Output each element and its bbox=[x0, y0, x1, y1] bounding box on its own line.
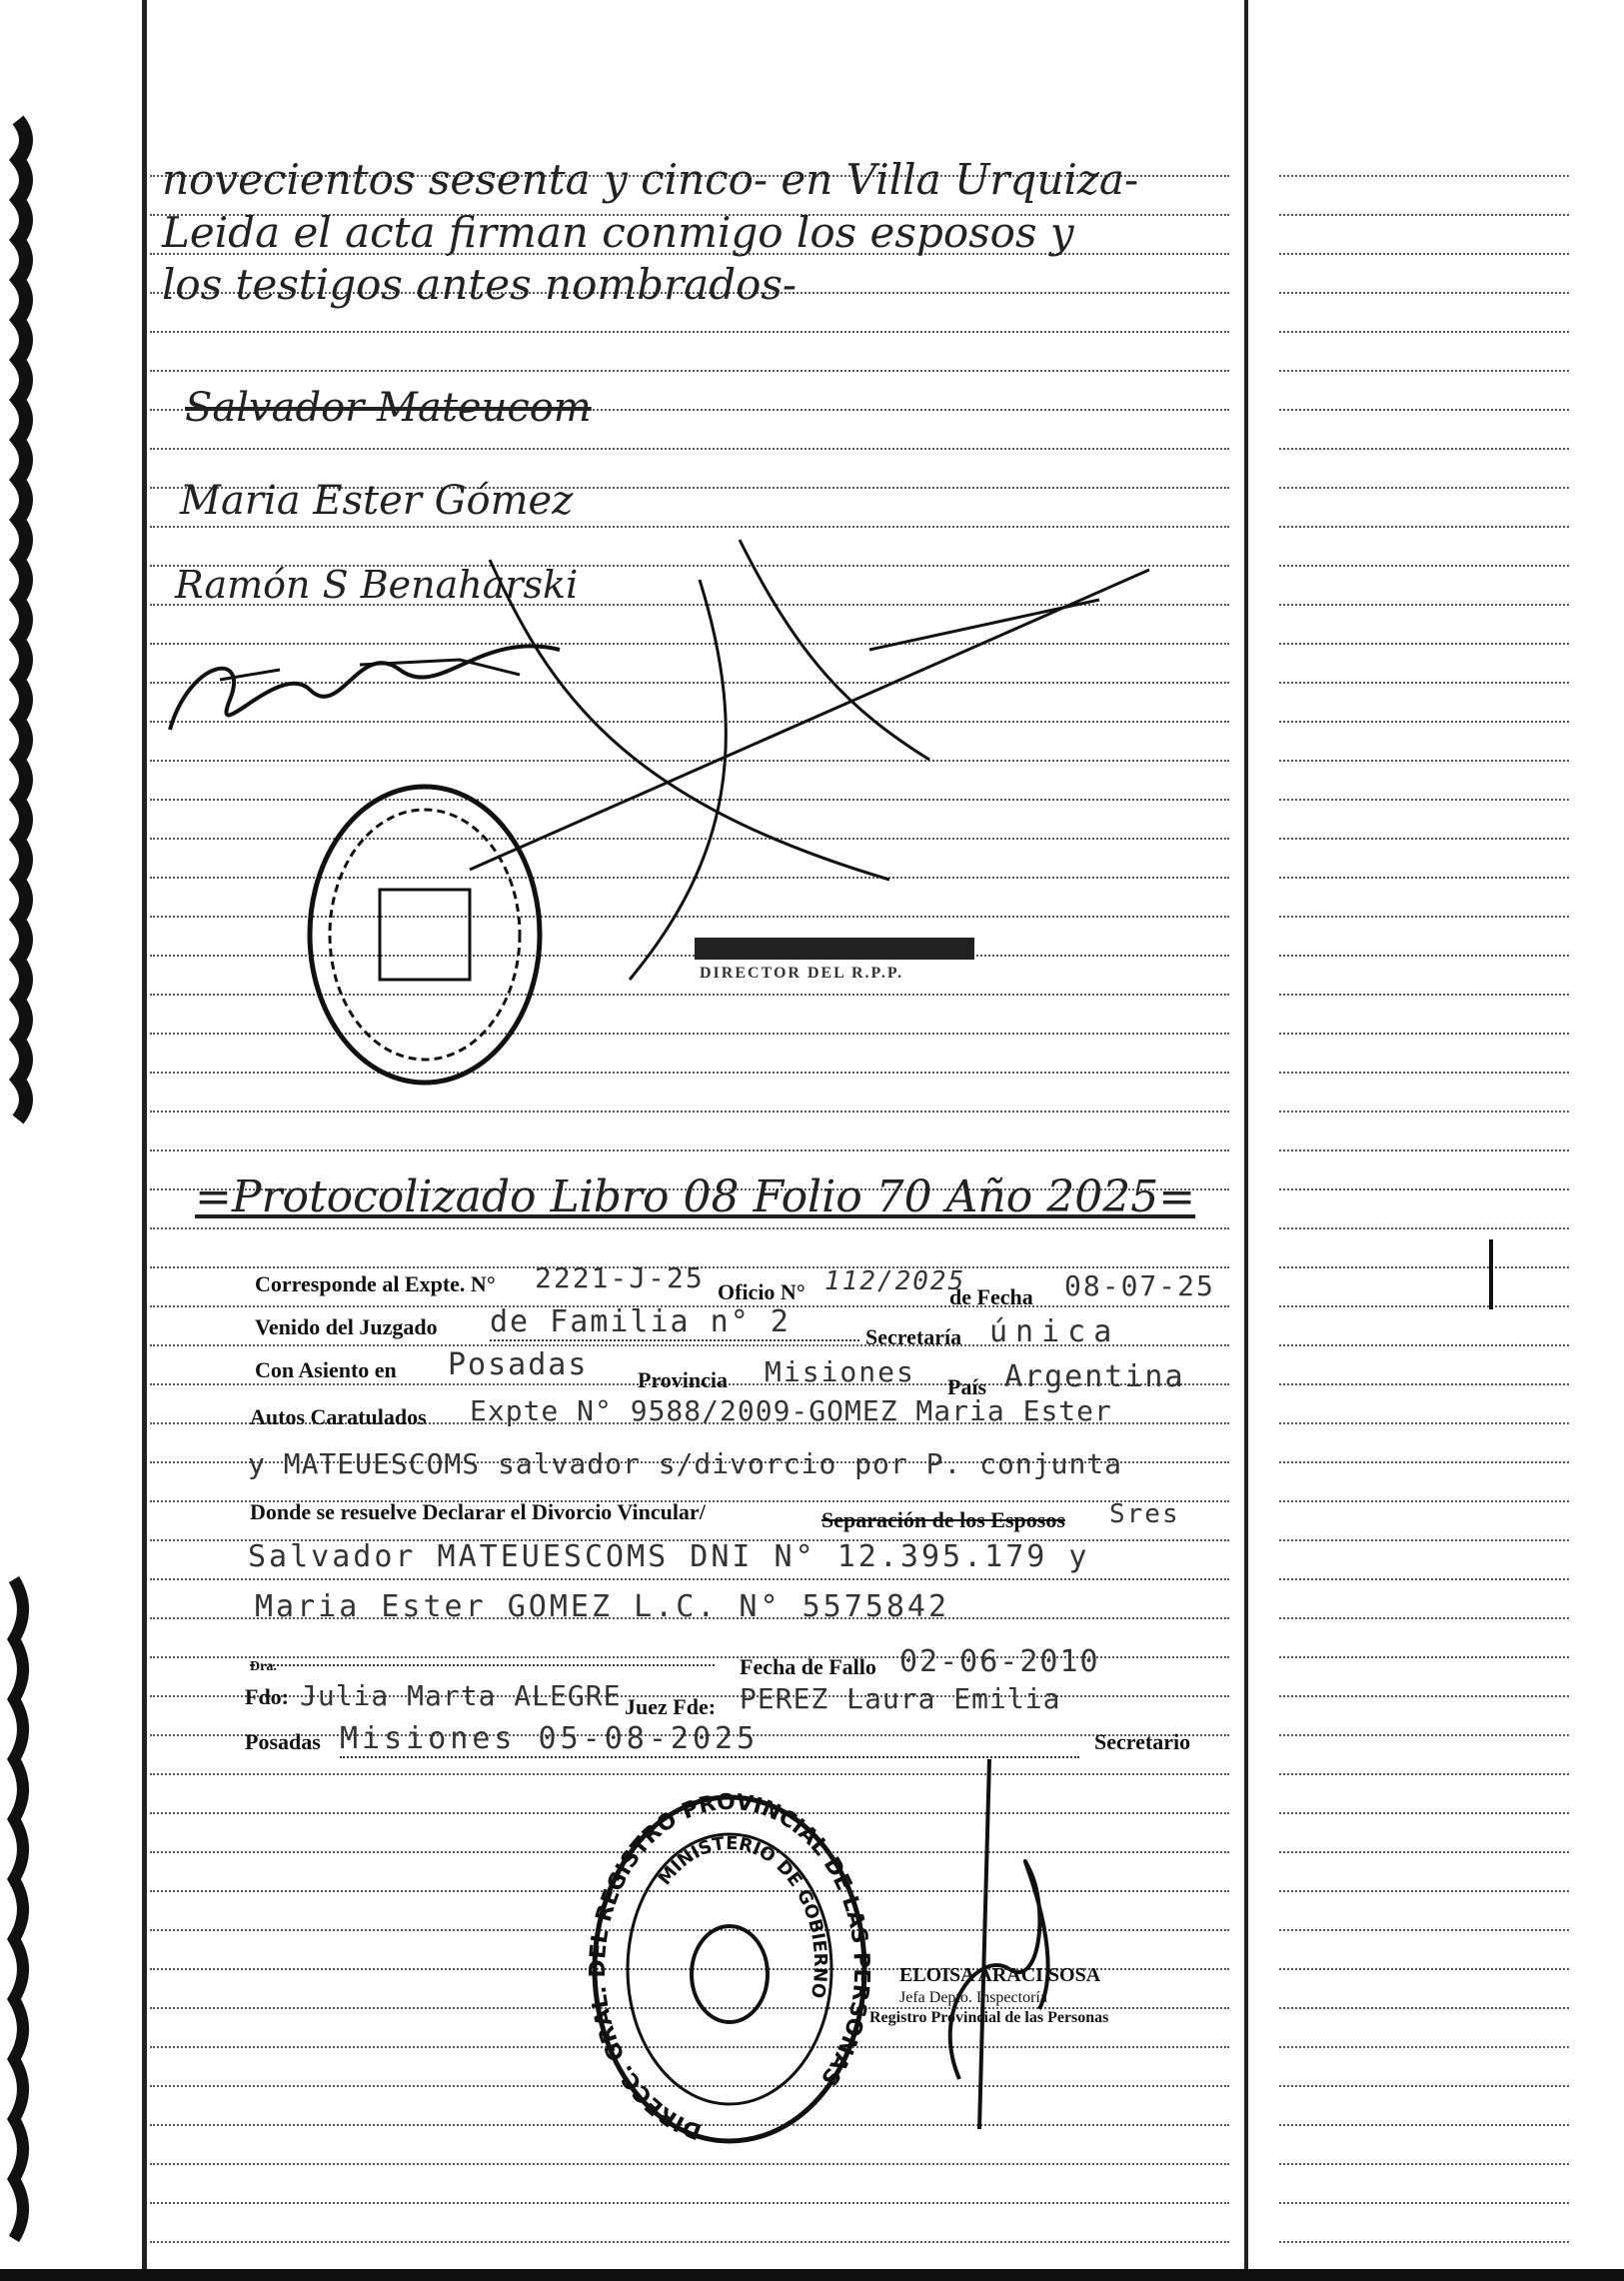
ruled-line-right bbox=[1279, 1500, 1569, 1502]
ruled-line-right bbox=[1279, 1188, 1569, 1190]
ruled-line-right bbox=[1279, 1578, 1569, 1580]
label-separacion-struck: Separación de los Esposos bbox=[821, 1507, 1065, 1532]
value-esposo: Salvador MATEUESCOMS DNI N° 12.395.179 y bbox=[248, 1539, 1090, 1574]
ruled-line-right bbox=[1279, 604, 1569, 606]
ruled-line-right bbox=[1279, 2124, 1569, 2126]
ruled-line bbox=[150, 2202, 1229, 2204]
label-pais: País bbox=[947, 1374, 987, 1399]
value-secretaria: única bbox=[989, 1314, 1120, 1349]
page-binding-edge bbox=[0, 0, 62, 2281]
ruled-line-right bbox=[1279, 1344, 1569, 1346]
ruled-line-right bbox=[1279, 370, 1569, 372]
label-asiento: Con Asiento en bbox=[255, 1357, 397, 1382]
ruled-line-right bbox=[1279, 214, 1569, 216]
handwritten-line-3: los testigos antes nombrados- bbox=[162, 260, 798, 309]
value-oficio: 112/2025 bbox=[824, 1266, 966, 1296]
value-provincia: Misiones bbox=[765, 1355, 915, 1388]
ruled-line bbox=[150, 1149, 1229, 1151]
ruled-line-right bbox=[1279, 409, 1569, 411]
ruled-line-right bbox=[1279, 1266, 1569, 1268]
ruled-line-right bbox=[1279, 2163, 1569, 2165]
ruled-line-right bbox=[1279, 2085, 1569, 2087]
ruled-line-right bbox=[1279, 1656, 1569, 1658]
officer-signature bbox=[919, 1749, 1079, 2169]
ruled-line-right bbox=[1279, 1890, 1569, 1892]
value-fallo: 02-06-2010 bbox=[899, 1644, 1100, 1679]
ruled-line-right bbox=[1279, 1929, 1569, 1931]
handwritten-line-2: Leida el acta firman conmigo los esposos y bbox=[162, 208, 1074, 257]
label-provincia: Provincia bbox=[638, 1367, 729, 1392]
director-stamp-text: DIRECTOR DEL R.P.P. bbox=[700, 965, 904, 982]
value-expte: 2221-J-25 bbox=[535, 1261, 705, 1294]
ruled-line-right bbox=[1279, 1072, 1569, 1074]
protocol-line: =Protocolizado Libro 08 Folio 70 Año 2025= bbox=[195, 1171, 1196, 1222]
ruled-line-right bbox=[1279, 1539, 1569, 1541]
ruled-line-right bbox=[1279, 682, 1569, 684]
ruled-line-right bbox=[1279, 760, 1569, 762]
officer-name: ELOISA ARACI SOSA bbox=[899, 1964, 1101, 1986]
ruled-line bbox=[150, 2241, 1229, 2243]
label-resuelve: Donde se resuelve Declarar el Divorcio Vincular/ bbox=[250, 1499, 706, 1524]
ruled-line bbox=[150, 1111, 1229, 1113]
ruled-line-right bbox=[1279, 1617, 1569, 1619]
ruled-line bbox=[150, 526, 1229, 528]
seal-outer-text: DIRECC. GRAL. DEL REGISTRO PROVINCIAL DE LAS PERSONAS bbox=[586, 1789, 874, 2144]
ruled-line-right bbox=[1279, 1734, 1569, 1736]
label-juez-fde: Juez Fde: bbox=[625, 1694, 717, 1719]
value-pais: Argentina bbox=[1004, 1359, 1185, 1394]
ruled-line-right bbox=[1279, 1773, 1569, 1775]
director-stamp-bar bbox=[695, 938, 974, 960]
ruled-line-right bbox=[1279, 955, 1569, 957]
ruled-line-right bbox=[1279, 1968, 1569, 1970]
ruled-line bbox=[150, 1227, 1229, 1229]
ruled-line bbox=[150, 448, 1229, 450]
ruled-line-right bbox=[1279, 526, 1569, 528]
ruled-line-right bbox=[1279, 994, 1569, 996]
ruled-line-right bbox=[1279, 1227, 1569, 1229]
ruled-line-right bbox=[1279, 565, 1569, 567]
label-expte: Corresponde al Expte. N° bbox=[255, 1271, 496, 1296]
signature-groom: Salvador Mateucom bbox=[185, 385, 592, 431]
label-juzgado: Venido del Juzgado bbox=[255, 1314, 438, 1339]
value-esposa: Maria Ester GOMEZ L.C. N° 5575842 bbox=[255, 1589, 950, 1624]
value-lugar-fecha: Misiones 05-08-2025 bbox=[340, 1721, 1079, 1758]
ruled-line-right bbox=[1279, 2007, 1569, 2009]
value-asiento: Posadas bbox=[448, 1347, 589, 1382]
crossing-strokes bbox=[470, 540, 1169, 1000]
ruled-line-right bbox=[1279, 2046, 1569, 2048]
signature-bride: Maria Ester Gómez bbox=[180, 478, 574, 524]
ruled-line-right bbox=[1279, 253, 1569, 255]
official-seal bbox=[586, 1789, 874, 2149]
ruled-line-right bbox=[1279, 1695, 1569, 1697]
label-posadas: Posadas bbox=[245, 1729, 321, 1754]
ruled-line-right bbox=[1279, 916, 1569, 918]
blank-field-line bbox=[250, 1664, 715, 1666]
ruled-line bbox=[150, 1578, 1229, 1580]
label-dra: Dra. bbox=[250, 1659, 277, 1674]
ruled-line bbox=[150, 370, 1229, 372]
registry-stamp-1 bbox=[300, 770, 560, 1090]
label-oficio: Oficio N° bbox=[718, 1279, 806, 1304]
ruled-line-right bbox=[1279, 643, 1569, 645]
ruled-line bbox=[150, 331, 1229, 333]
ruled-line-right bbox=[1279, 1305, 1569, 1307]
ruled-line-right bbox=[1279, 448, 1569, 450]
ruled-line-right bbox=[1279, 799, 1569, 801]
ruled-line-right bbox=[1279, 1149, 1569, 1151]
ruled-line-right bbox=[1279, 1461, 1569, 1463]
ruled-line-right bbox=[1279, 487, 1569, 489]
value-juzgado: de Familia n° 2 bbox=[490, 1304, 859, 1341]
ruled-line-right bbox=[1279, 721, 1569, 723]
officer-title-2: Registro Provincial de las Personas bbox=[869, 2009, 1109, 2026]
value-autos-cont: y MATEUESCOMS salvador s/divorcio por P. conjunta bbox=[248, 1447, 1123, 1480]
ruled-line-right bbox=[1279, 175, 1569, 177]
value-secretario: PEREZ Laura Emilia bbox=[740, 1682, 1061, 1715]
ruled-line-right bbox=[1279, 1851, 1569, 1853]
bottom-edge bbox=[0, 2269, 1624, 2281]
value-autos: Expte N° 9588/2009-GOMEZ Maria Ester bbox=[470, 1394, 1112, 1427]
seal-inner-text: MINISTERIO DE GOBIERNO bbox=[654, 1832, 831, 2000]
ruled-line-right bbox=[1279, 1111, 1569, 1113]
label-fdo: Fdo: bbox=[245, 1684, 289, 1709]
label-secretario: Secretario bbox=[1094, 1729, 1191, 1754]
handwritten-line-1: novecientos sesenta y cinco- en Villa Urquiza- bbox=[162, 155, 1139, 204]
ruled-line-right bbox=[1279, 838, 1569, 840]
ruled-line-right bbox=[1279, 1033, 1569, 1035]
ruled-line-right bbox=[1279, 292, 1569, 294]
ruled-line-right bbox=[1279, 1812, 1569, 1814]
ruled-line-right bbox=[1279, 877, 1569, 879]
officer-title-1: Jefa Depto. Inspectoría bbox=[899, 1989, 1047, 2006]
label-secretaria: Secretaría bbox=[865, 1324, 962, 1349]
label-fecha: de Fecha bbox=[949, 1284, 1033, 1309]
value-sres: Sres bbox=[1109, 1499, 1180, 1529]
ruled-line-right bbox=[1279, 2241, 1569, 2243]
value-fecha: 08-07-25 bbox=[1064, 1269, 1215, 1302]
right-column-mark bbox=[1489, 1239, 1493, 1309]
ruled-line-right bbox=[1279, 1383, 1569, 1385]
ruled-line-right bbox=[1279, 2202, 1569, 2204]
left-margin-rule bbox=[142, 0, 147, 2281]
binding-edge-texture bbox=[0, 0, 62, 2281]
ruled-line-right bbox=[1279, 1422, 1569, 1424]
label-fallo: Fecha de Fallo bbox=[740, 1654, 876, 1679]
ruled-line-right bbox=[1279, 331, 1569, 333]
signature-witness: Ramón S Benaharski bbox=[175, 563, 579, 607]
value-juez: Julia Marta ALEGRE bbox=[300, 1679, 622, 1712]
label-autos: Autos Caratulados bbox=[250, 1404, 427, 1429]
right-column-rule bbox=[1244, 0, 1248, 2281]
